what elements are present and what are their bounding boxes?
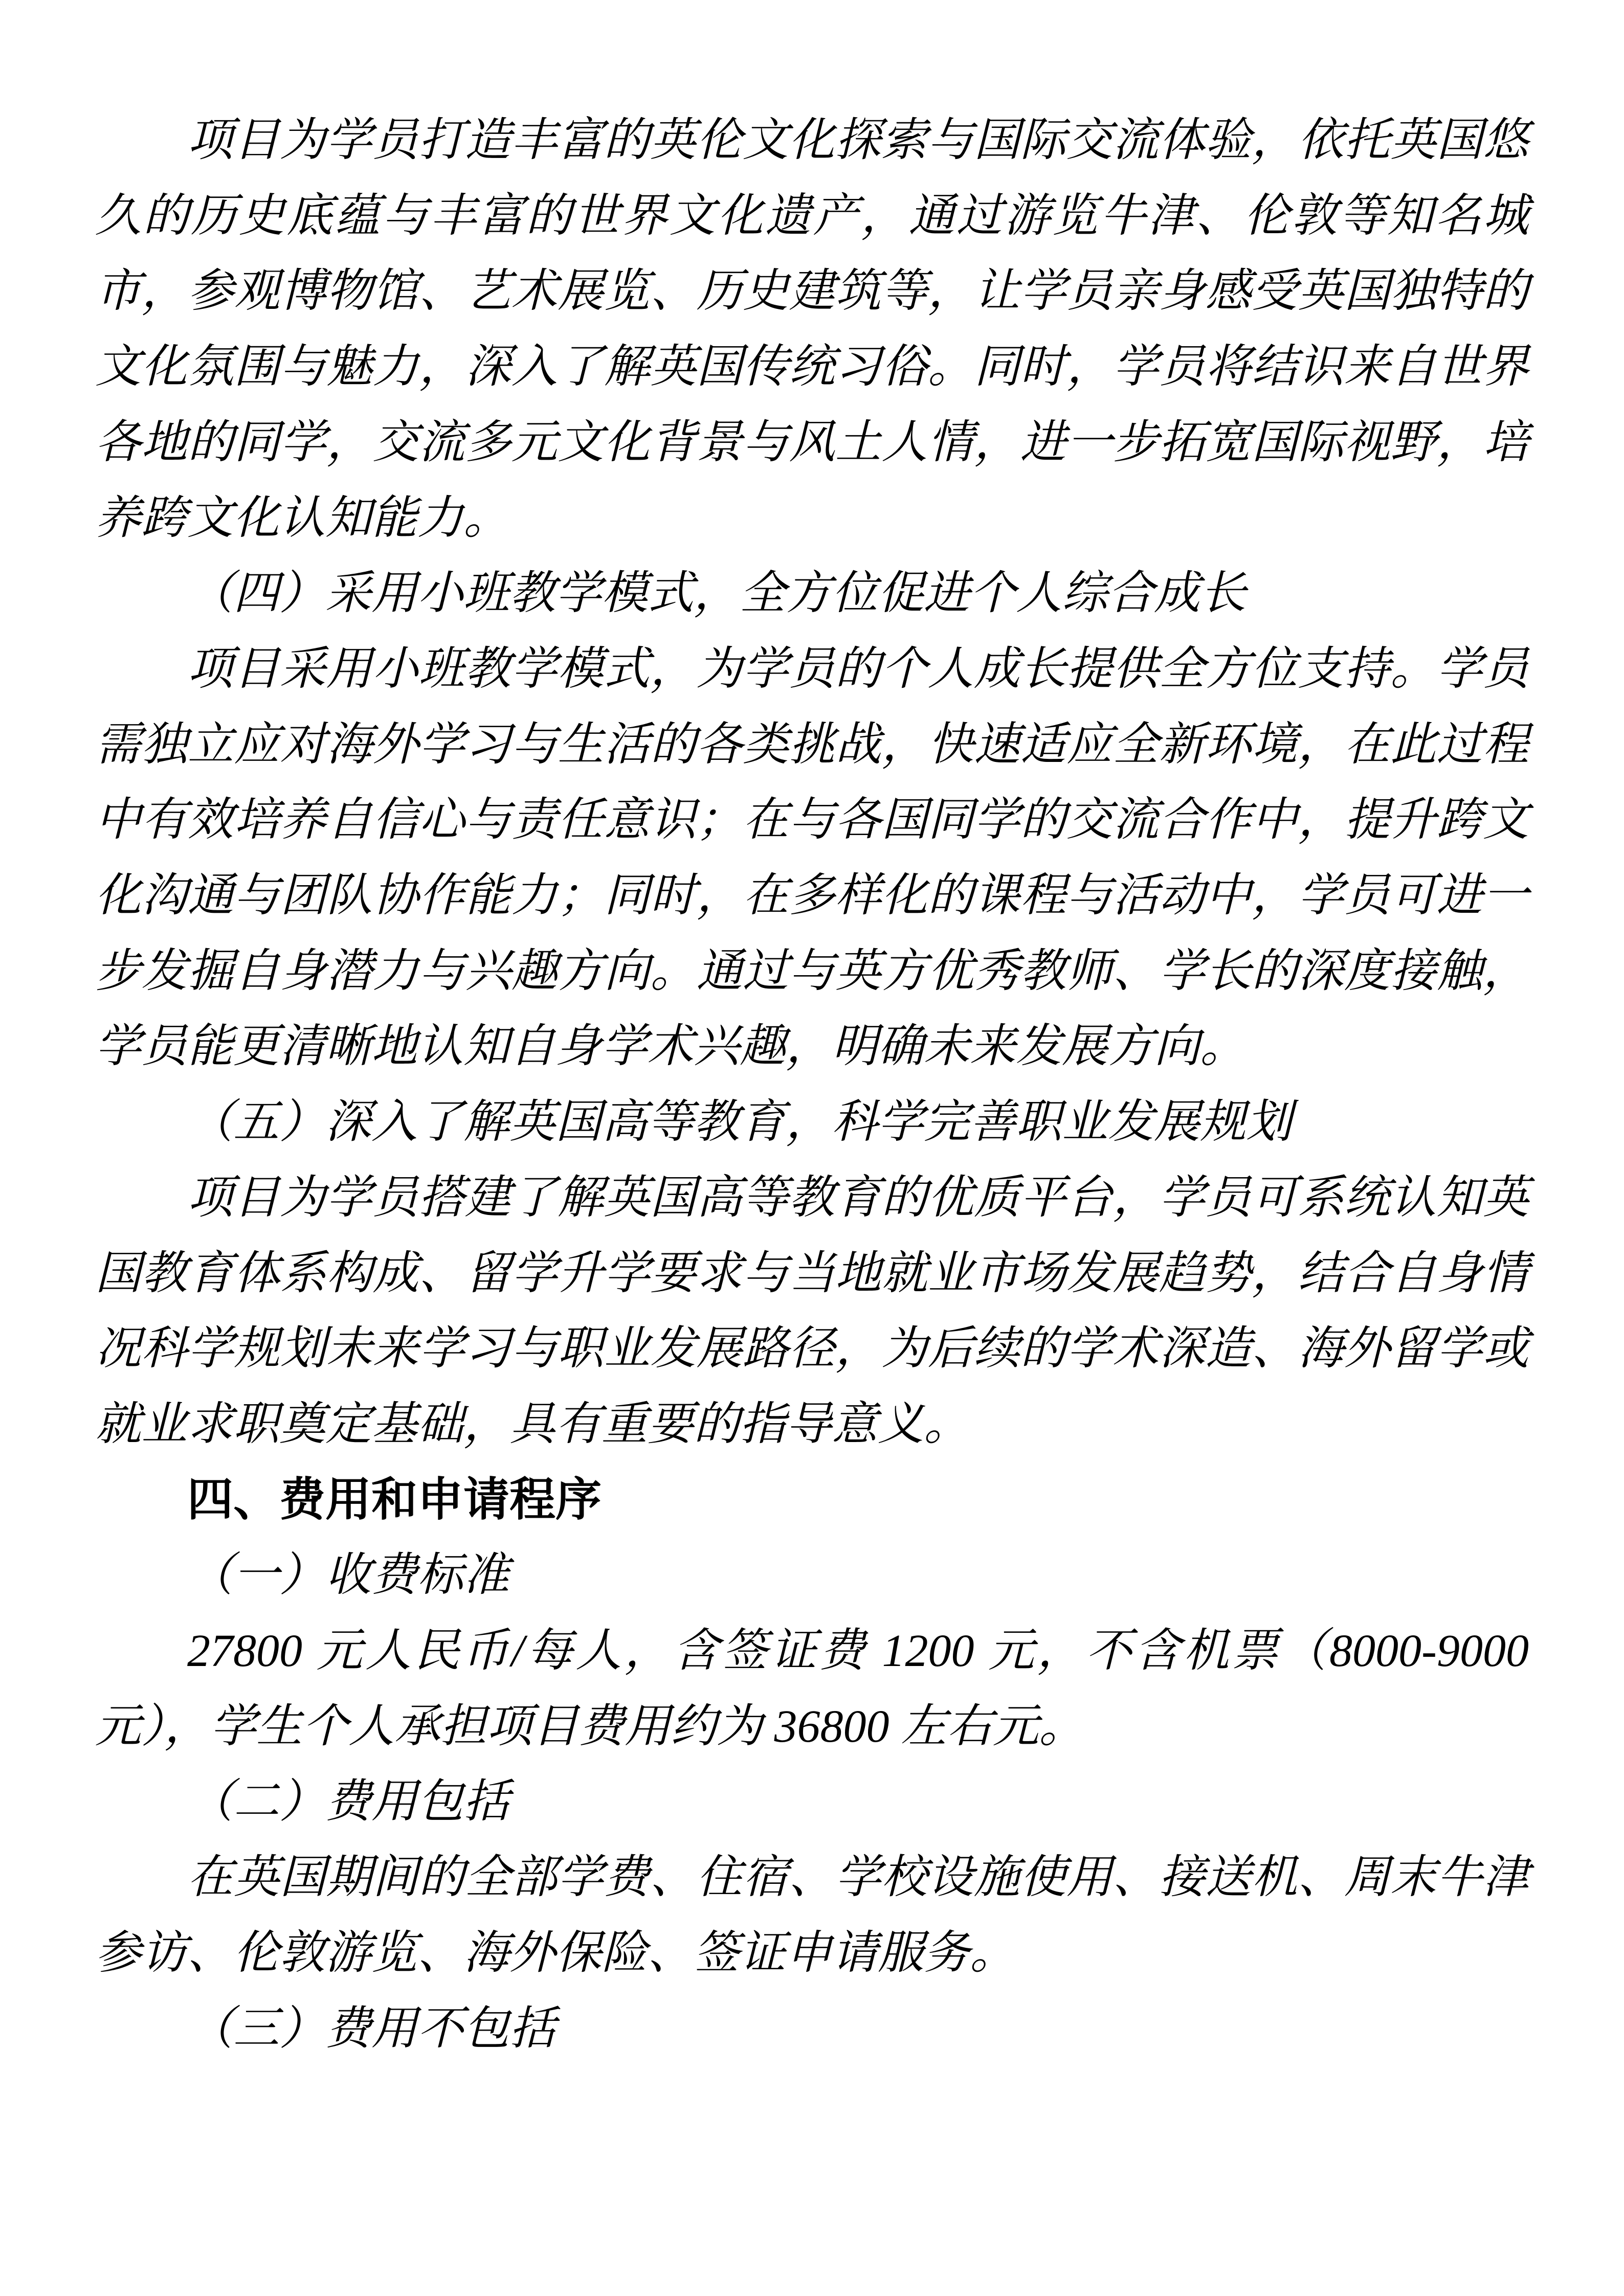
subheading-item-2-fee-includes: （二）费用包括 <box>187 1776 509 1828</box>
subheading-item-1-fee-standard: （一）收费标准 <box>187 1550 509 1601</box>
body-paragraph-fee-amounts: 27800 元人民币/每人，含签证费 1200 元，不含机票（8000-9000 元），学生个人承担项目费用约为 36800 左右元。 <box>95 1626 1529 1752</box>
document-body <box>95 103 1529 2066</box>
body-paragraph-uk-culture: 项目为学员打造丰富的英伦文化探索与国际交流体验，依托英国悠久的历史底蕴与丰富的世界文化遗产，通过游览牛津、伦敦等知名城市，参观博物馆、艺术展览、历史建筑等，让学员亲身感受英国独特的文化氛围与魅力，深入了解英国传统习俗。同时，学员将结识来自世界各地的同学，交流多元文化背景与风土人情，进一步拓宽国际视野，培养跨文化认知能力。 <box>95 115 1529 544</box>
section-heading-4-fees-and-application: 四、费用和申请程序 <box>187 1474 602 1525</box>
body-paragraph-career-planning: 项目为学员搭建了解英国高等教育的优质平台，学员可系统认知英国教育体系构成、留学升学要求与当地就业市场发展趋势，结合自身情况科学规划未来学习与职业发展路径，为后续的学术深造、海外留学或就业求职奠定基础，具有重要的指导意义。 <box>95 1172 1529 1450</box>
subheading-item-3-fee-excludes: （三）费用不包括 <box>187 2003 555 2054</box>
body-paragraph-small-class-support: 项目采用小班教学模式，为学员的个人成长提供全方位支持。学员需独立应对海外学习与生活的各类挑战，快速适应全新环境，在此过程中有效培养自信心与责任意识；在与各国同学的交流合作中，提升跨文化沟通与团队协作能力；同时，在多样化的课程与活动中，学员可进一步发掘自身潜力与兴趣方向。通过与英方优秀教师、学长的深度接触，学员能更清晰地认知自身学术兴趣，明确未来发展方向。 <box>95 643 1529 1072</box>
subheading-item-4-small-class-teaching: （四）采用小班教学模式，全方位促进个人综合成长 <box>187 568 1246 619</box>
body-paragraph-fee-includes-detail: 在英国期间的全部学费、住宿、学校设施使用、接送机、周末牛津参访、伦敦游览、海外保险、签证申请服务。 <box>95 1852 1529 1978</box>
subheading-item-5-higher-education: （五）深入了解英国高等教育，科学完善职业发展规划 <box>187 1097 1292 1148</box>
